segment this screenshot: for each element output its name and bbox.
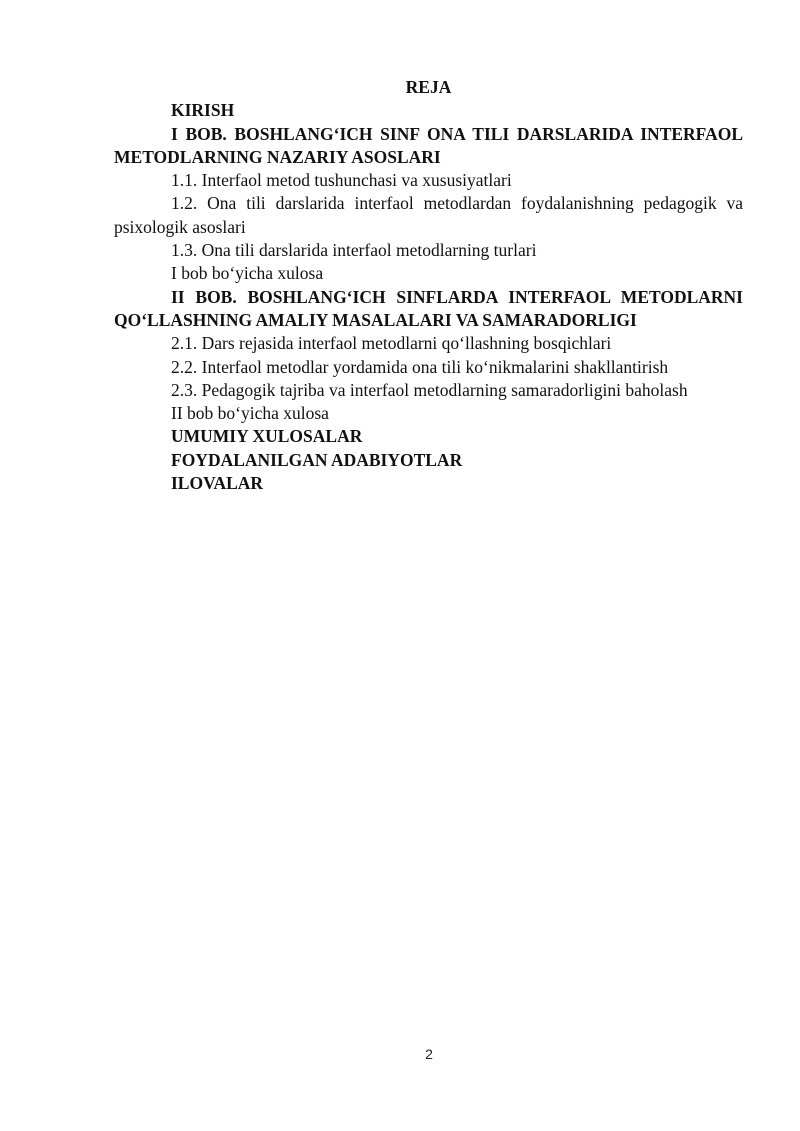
toc-chapter-1: I BOB. BOSHLANG‘ICH SINF ONA TILI DARSLARIDA INTERFAOL METODLARNING NAZARIY ASOSLARI [114,123,743,167]
toc-section-2-3: 2.3. Pedagogik tajriba va interfaol metodlarning samaradorligini baholash [171,379,688,400]
toc-section-1-2: 1.2. Ona tili darslarida interfaol metodlardan foydalanishning pedagogik va psixologik asoslari [114,193,743,237]
page-number: 2 [425,1046,433,1062]
toc-item-appendices: ILOVALAR [171,473,264,494]
page-title: REJA [405,77,452,97]
toc-chapter-1-summary: I bob bo‘yicha xulosa [171,263,324,284]
document-page [114,76,743,495]
toc-section-2-1: 2.1. Dars rejasida interfaol metodlarni qo‘llashning bosqichlari [171,333,612,354]
toc-item-kirish: KIRISH [171,100,235,121]
toc-chapter-2-summary: II bob bo‘yicha xulosa [171,403,329,424]
toc-chapter-2: II BOB. BOSHLANG‘ICH SINFLARDA INTERFAOL METODLARNI QO‘LLASHNING AMALIY MASALALARI VA SAMARADORLIGI [114,286,743,330]
toc-item-conclusions: UMUMIY XULOSALAR [171,426,363,447]
toc-section-1-3: 1.3. Ona tili darslarida interfaol metodlarning turlari [171,240,537,261]
toc-section-2-2: 2.2. Interfaol metodlar yordamida ona tili ko‘nikmalarini shakllantirish [171,356,669,377]
toc-item-references: FOYDALANILGAN ADABIYOTLAR [171,449,463,470]
toc-section-1-1: 1.1. Interfaol metod tushunchasi va xususiyatlari [171,170,512,191]
